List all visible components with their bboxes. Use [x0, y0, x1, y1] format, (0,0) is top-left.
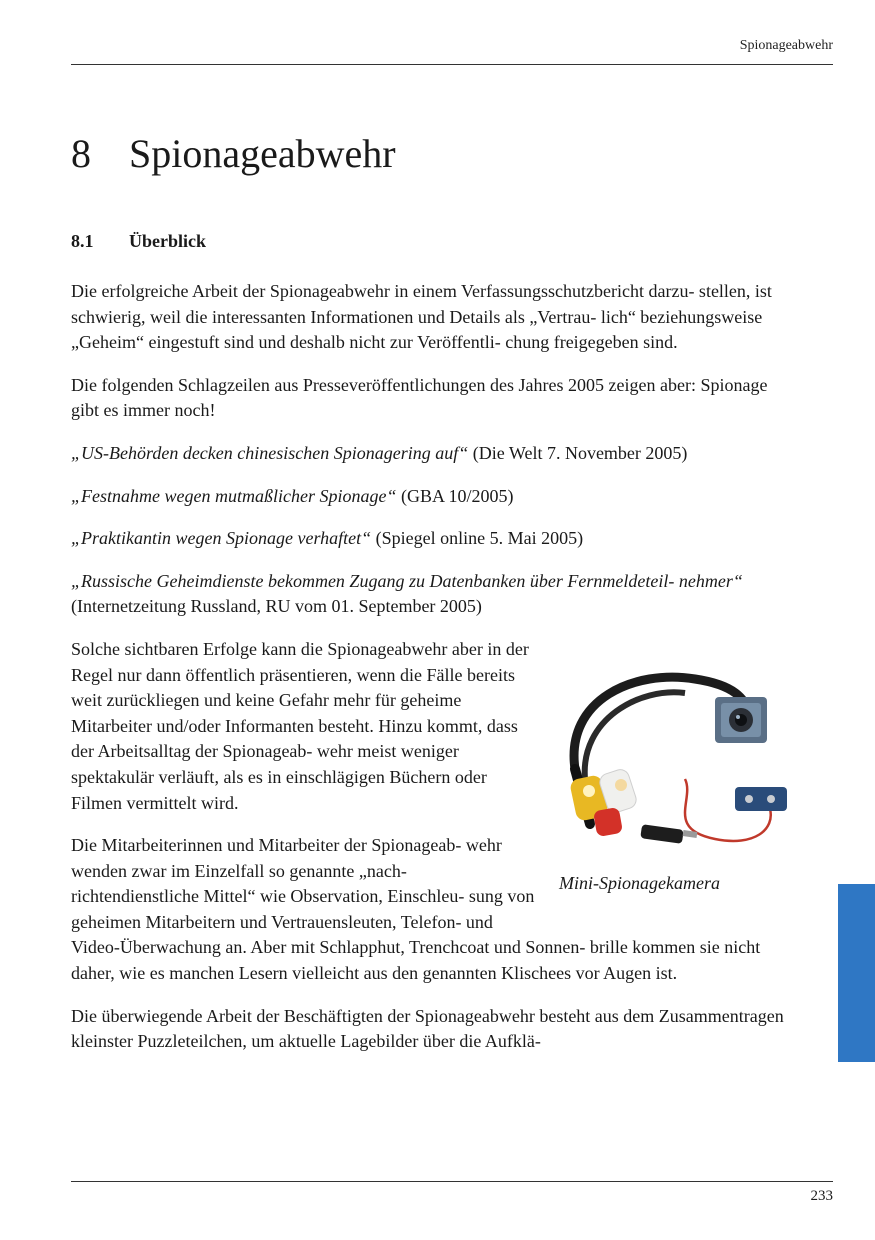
chapter-side-tab	[838, 884, 875, 1062]
footer-rule	[71, 1181, 833, 1182]
headline-source: (Spiegel online 5. Mai 2005)	[371, 528, 584, 549]
headline-item	[71, 526, 791, 552]
figure-caption: Mini-Spionagekamera	[559, 872, 720, 893]
paragraph: Die erfolgreiche Arbeit der Spionageabwehr in einem Verfassungsschutzbericht darzu- stellen, ist schwierig, weil die interessanten Informationen und Details als „Vertrau- lich“ beziehungsweise „Geheim“ eingestuft sind und deshalb nicht zur Veröffentli- chung freigegeben sind.	[71, 281, 772, 353]
section-title-text: Überblick	[129, 231, 207, 251]
mini-camera-image	[545, 659, 799, 864]
body-text	[71, 279, 791, 1072]
headline-quote: „Festnahme wegen mutmaßlicher Spionage“	[71, 485, 397, 506]
headline-source: (Internetzeitung Russland, RU vom 01. September 2005)	[71, 596, 482, 617]
chapter-title-text: Spionageabwehr	[129, 131, 396, 176]
paragraph: Die Mitarbeiterinnen und Mitarbeiter der Spionageab- wehr wenden zwar im Einzelfall so genannte „nach- richtendienstliche Mittel“ wie Observation, Einschleu- sung von geheimen Mitarbeitern und Vertrauensleuten, Telefon- und Video-Überwachung an. Aber mit Schlapphut, Trenchcoat und Sonnen- brille kommen sie nicht daher, wie es manchen Lesern vielleicht aus den genannten Klischees vor Augen ist.	[71, 835, 761, 984]
header-rule	[71, 64, 833, 65]
chapter-number: 8	[71, 131, 91, 176]
paragraph: Die folgenden Schlagzeilen aus Presseveröffentlichungen des Jahres 2005 zeigen aber: Spionage gibt es immer noch!	[71, 374, 768, 421]
headline-source: (GBA 10/2005)	[396, 485, 514, 506]
headline-item	[71, 484, 791, 510]
headline-item	[71, 441, 791, 467]
headline-item	[71, 569, 791, 620]
headline-quote: „Russische Geheimdienste bekommen Zugang zu Datenbanken über Fernmeldeteil- nehmer“	[71, 570, 743, 591]
headline-quote: „Praktikantin wegen Spionage verhaftet“	[71, 528, 372, 549]
camera-figure	[545, 659, 799, 927]
headline-source: (Die Welt 7. November 2005)	[468, 442, 688, 463]
paragraph: Die überwiegende Arbeit der Beschäftigten der Spionageabwehr besteht aus dem Zusammentragen kleinster Puzzleteilchen, um aktuelle Lagebilder über die Aufklä-	[71, 1005, 784, 1052]
page-number: 233	[810, 1188, 833, 1204]
headline-quote: „US-Behörden decken chinesischen Spionagering auf“	[71, 442, 469, 463]
paragraph: Solche sichtbaren Erfolge kann die Spionageabwehr aber in der Regel nur dann öffentlich präsentieren, wenn die Fälle bereits weit zurückliegen und keine Gefahr mehr für geheime Mitarbeiter und/oder Informanten besteht. Hinzu kommt, dass der Arbeitsalltag der Spionageab- wehr meist weniger spektakulär verläuft, als es in einschlägigen Büchern oder Filmen vermittelt wird.	[71, 638, 529, 813]
section-title	[71, 229, 206, 253]
running-header: Spionageabwehr	[739, 38, 833, 53]
section-number: 8.1	[71, 231, 94, 251]
chapter-title	[71, 128, 396, 180]
